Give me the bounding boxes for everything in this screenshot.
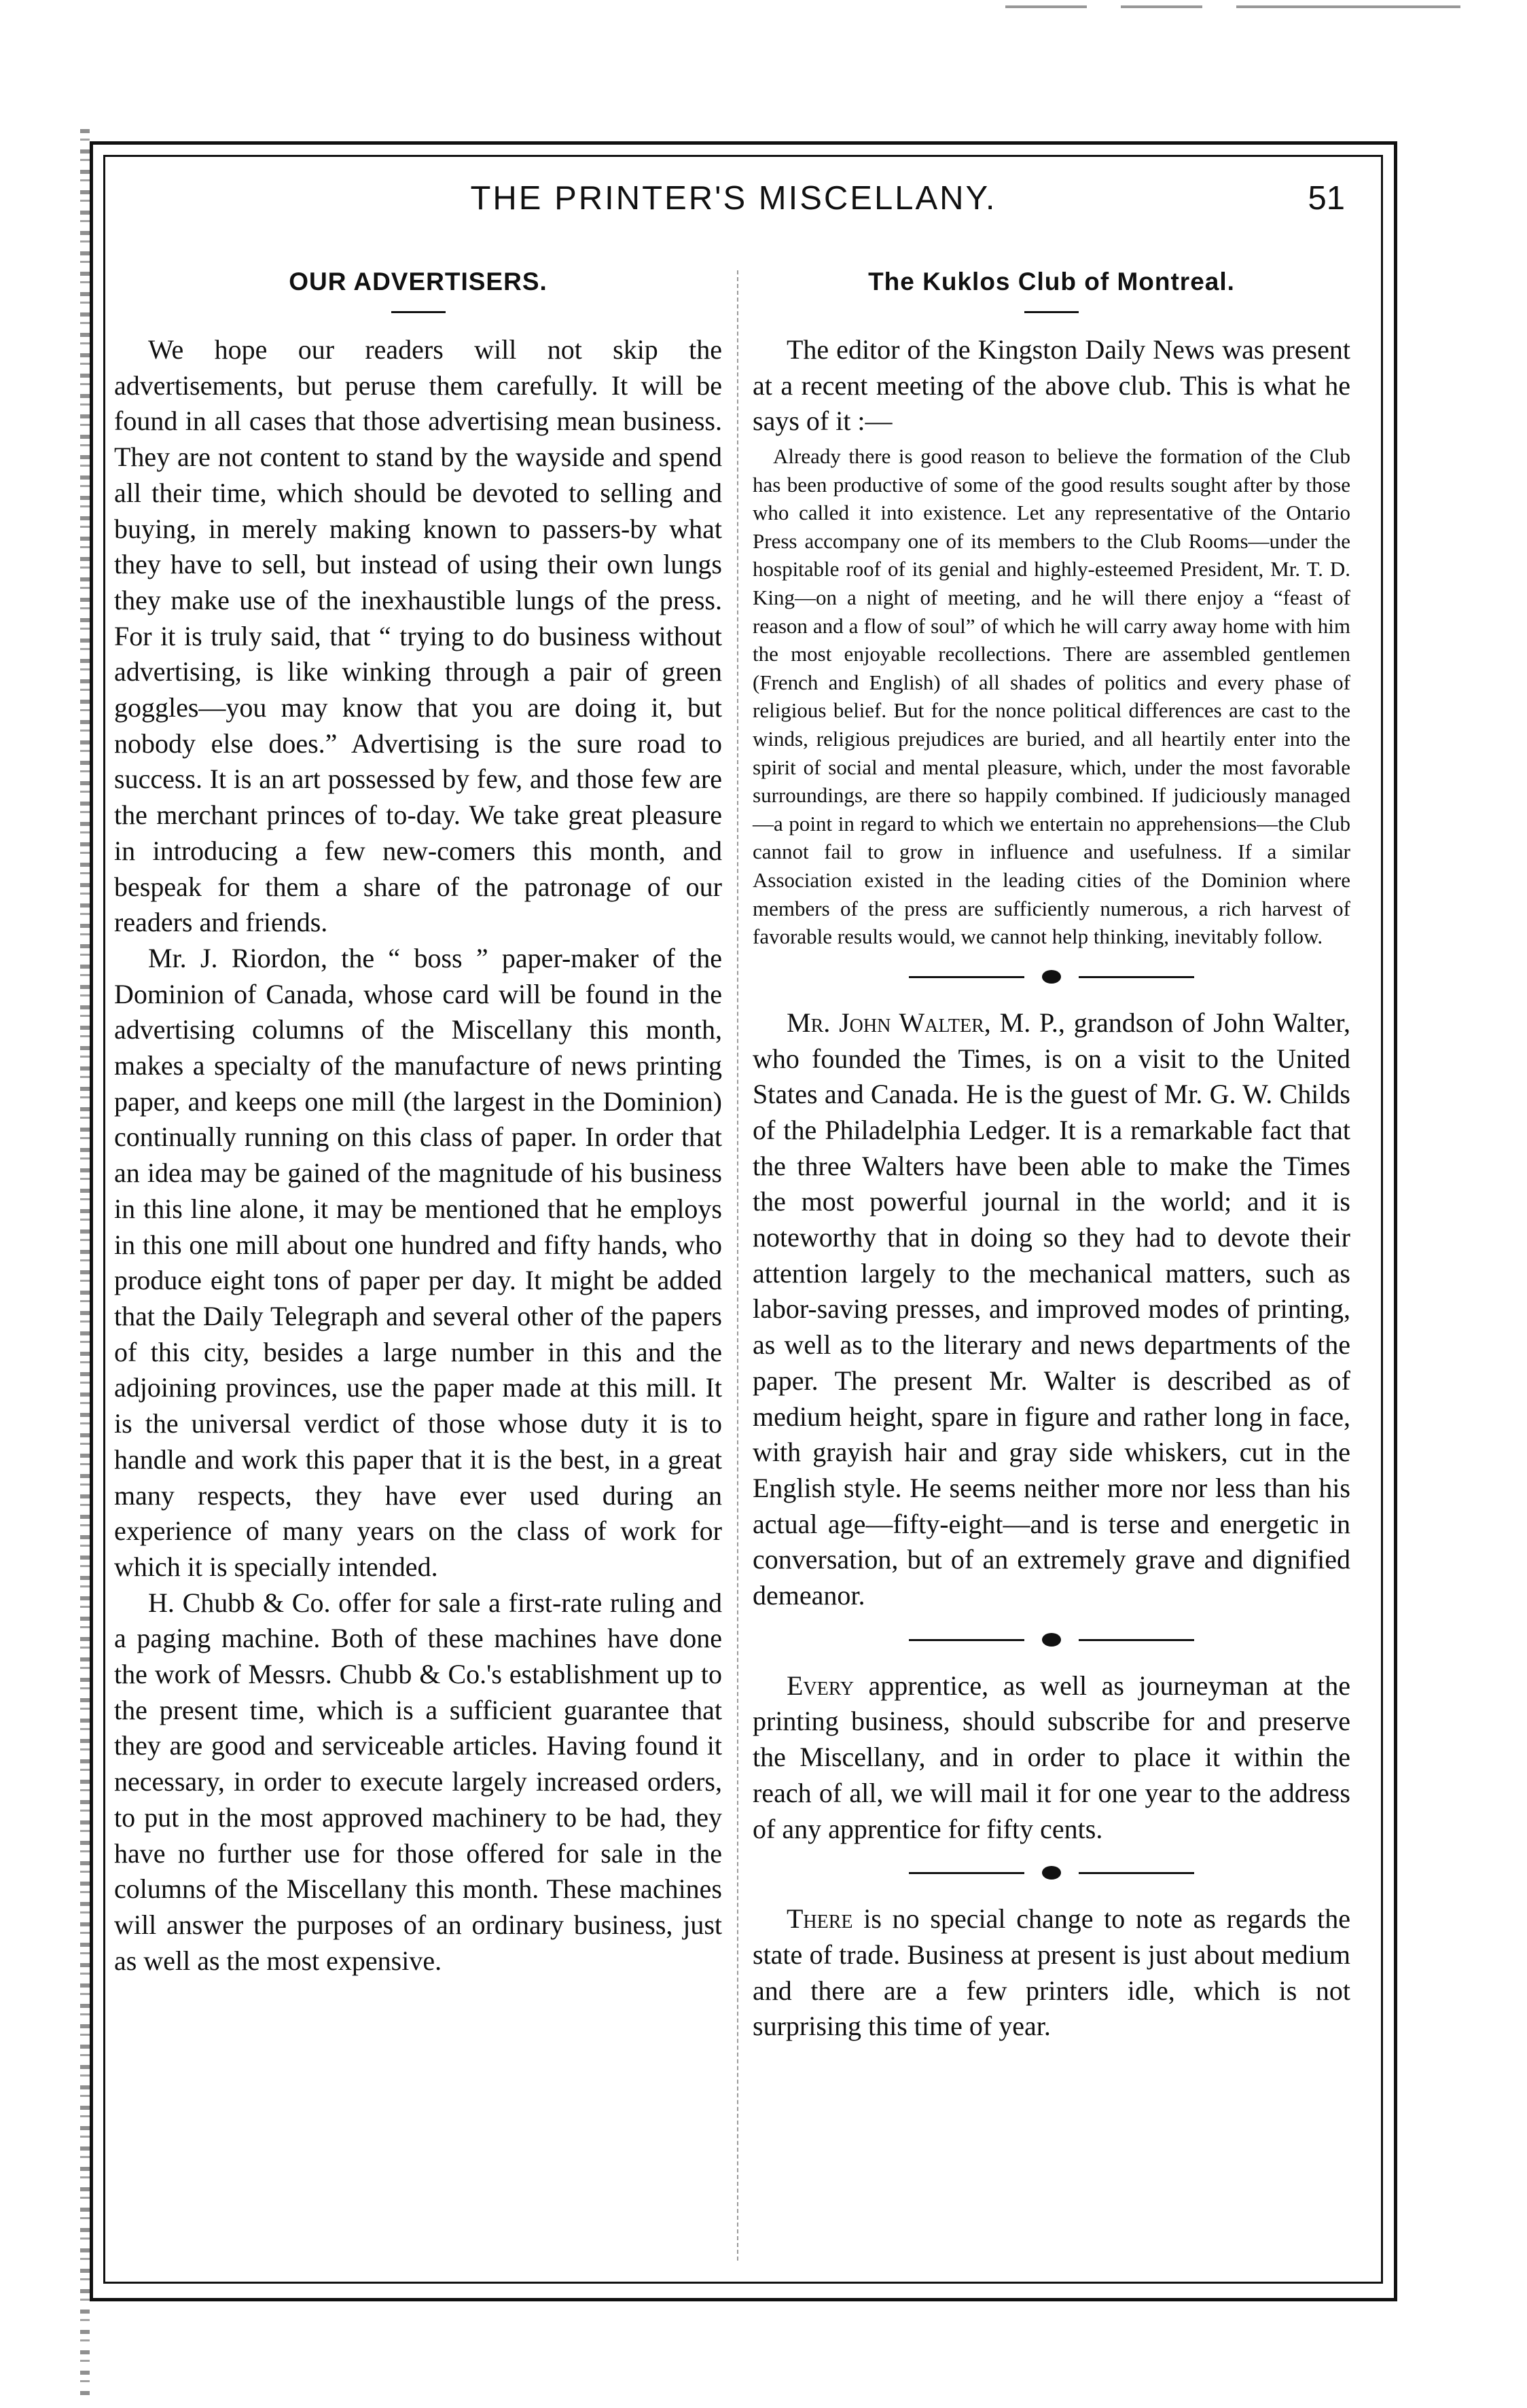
- article-title-kuklos-club: The Kuklos Club of Montreal.: [868, 268, 1235, 295]
- apprentice-lead-in: Every: [787, 1670, 855, 1701]
- ornamental-divider: [909, 1629, 1194, 1652]
- scan-artifact-mark: [1236, 5, 1460, 8]
- trade-lead-in: There: [787, 1903, 853, 1935]
- title-rule: [1024, 311, 1079, 313]
- intro-paragraph: The editor of the Kingston Daily News was present at a recent meeting of the above club. This is what he says of it :—: [753, 334, 1350, 437]
- column-divider: [737, 270, 738, 2261]
- walter-lead-in: Mr. John Walter, M. P.,: [787, 1007, 1065, 1038]
- trade-text: is no special change to note as regards the state of trade. Business at present is just about medium and there are a few printers idle, which is not surprising this time of year.: [753, 1903, 1350, 2042]
- scanned-page-edge: [80, 129, 90, 2398]
- ornamental-divider: [909, 966, 1194, 989]
- title-rule: [391, 311, 446, 313]
- trade-paragraph: [753, 1901, 1350, 2045]
- right-column: [753, 264, 1350, 2045]
- apprentice-paragraph: [753, 1668, 1350, 1848]
- walter-text: grandson of John Walter, who founded the Times, is on a visit to the United States and Canada. He is the guest of Mr. G. W. Childs of the Philadelphia Ledger. It is a remarkable fact that the three Walters have been able to make the Times the most powerful journal in the world; and it is noteworthy that in doing so they had to devote their attention largely to the mechanical matters, such as labor-saving presses, and improved modes of printing, as well as to the literary and news departments of the paper. The present Mr. Walter is described as of medium height, spare in figure and rather long in face, with grayish hair and gray side whiskers, cut in the English style. He seems neither more nor less than his actual age—fifty-eight—and is terse and energetic in conversation, but of an extremely grave and dignified demeanor.: [753, 1007, 1350, 1611]
- paragraph: Mr. J. Riordon, the “ boss ” paper-maker of the Dominion of Canada, whose card will be found in the advertising columns of the Miscellany this month, makes a specialty of the manufacture of news printing paper, and keeps one mill (the largest in the Dominion) continually running on this class of paper. In order that an idea may be gained of the magnitude of his business in this line alone, it may be mentioned that he employs in this one mill about one hundred and fifty hands, who produce eight tons of paper per day. It might be added that the Daily Telegraph and several other of the papers of this city, besides a large number in this and the adjoining provinces, use the paper made at this mill. It is the universal verdict of those whose duty it is to handle and work this paper that it is the best, in a great many respects, they have ever used during an experience of many years on the class of work for which it is specially intended.: [114, 942, 722, 1582]
- left-column: [114, 264, 722, 1979]
- page-number: 51: [1308, 180, 1345, 217]
- scan-artifact-mark: [1121, 5, 1202, 8]
- quoted-extract: Already there is good reason to believe the formation of the Club has been productive of some of the good results sought after by those who called it into existence. Let any representative of the Ontario Press accompany one of its members to the Club Rooms—under the hospitable roof of its genial and highly-esteemed President, Mr. T. D. King—on a night of meeting, and he will there enjoy a “feast of reason and a flow of soul” of which he will carry away home with him the most enjoyable recollections. There are assembled gentlemen (French and English) of all shades of politics and every phase of religious belief. But for the nonce political differences are cast to the winds, religious prejudices are buried, and all heartily enter into the spirit of social and mental pleasure, which, under the most favorable surroundings, are there so happily combined. If judiciously managed—a point in regard to which we entertain no apprehensions—the Club cannot fail to grow in influence and usefulness. If a similar Association existed in the leading cities of the Dominion where members of the press are sufficiently numerous, a rich harvest of favorable results would, we cannot help thinking, inevitably follow.: [753, 444, 1350, 949]
- publication-title: THE PRINTER'S MISCELLANY.: [470, 180, 997, 217]
- scan-artifact-mark: [1005, 5, 1087, 8]
- running-header: [115, 175, 1352, 236]
- article-title-advertisers: OUR ADVERTISERS.: [289, 268, 547, 295]
- paragraph: H. Chubb & Co. offer for sale a first-rate ruling and a paging machine. Both of these machines have done the work of Messrs. Chubb & Co.'s establishment up to the present time, which is a sufficient guarantee that they are good and serviceable articles. Having found it necessary, in order to execute largely increased orders, to put in the most approved machinery to be had, they have no further use for those offered for sale in the columns of the Miscellany this month. These machines will answer the purposes of an ordinary business, just as well as the most expensive.: [114, 1587, 722, 1976]
- ornamental-divider: [909, 1862, 1194, 1885]
- walter-paragraph: [753, 1005, 1350, 1614]
- apprentice-text: apprentice, as well as journeyman at the printing business, should subscribe for and preserve the Miscellany, and in order to place it within the reach of all, we will mail it for one year to the address of any apprentice for fifty cents.: [753, 1670, 1350, 1844]
- paragraph: We hope our readers will not skip the advertisements, but peruse them carefully. It will be found in all cases that those advertising mean business. They are not content to stand by the wayside and spend all their time, which should be devoted to selling and buying, in merely making known to passers-by what they have to sell, but instead of using their own lungs they make use of the inexhaustible lungs of the press. For it is truly said, that “ trying to do business without advertising, is like winking through a pair of green goggles—you may know that you are doing it, but nobody else does.” Advertising is the sure road to success. It is an art possessed by few, and those few are the merchant princes of to-day. We take great pleasure in introducing a few new-comers this month, and bespeak for them a share of the patronage of our readers and friends.: [114, 334, 722, 938]
